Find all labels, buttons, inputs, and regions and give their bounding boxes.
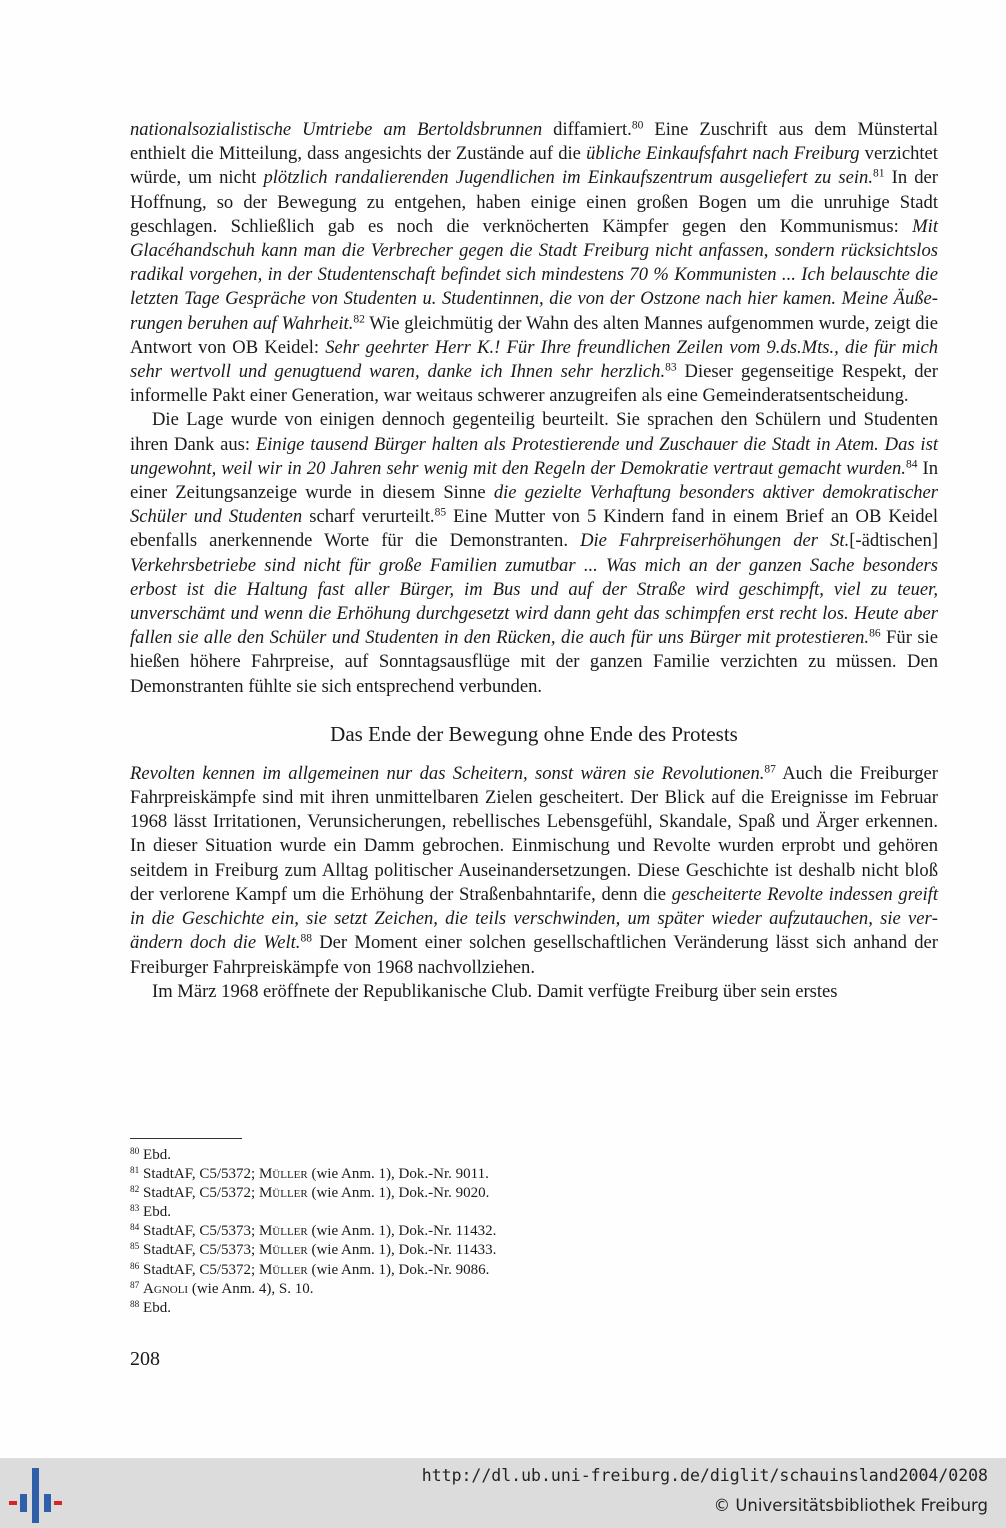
footnote-ref: 84 xyxy=(905,458,918,471)
footnote-number: 83 xyxy=(130,1204,140,1215)
section-heading xyxy=(130,721,938,747)
author-name: Müller xyxy=(258,1261,308,1278)
text-run: Das Ende der Bewegung ohne Ende des Protests xyxy=(330,721,738,746)
text-run: In einer Zeitungsanzeige wurde in diesem Sinne xyxy=(130,457,939,504)
footnote-ref: 83 xyxy=(665,361,677,374)
footnote xyxy=(130,1203,830,1222)
footnote-number: 84 xyxy=(130,1223,140,1234)
italic-quote: nationalsozialistische Umtriebe am Bertoldsbrunnen xyxy=(130,119,543,140)
author-name: Müller xyxy=(258,1185,308,1202)
italic-quote: übliche Einkaufsfahrt nach Freiburg xyxy=(586,143,860,165)
italic-quote: gescheiterte Revolte indessen greift in die Geschichte ein, sie setzt Zeichen, die teils verschwinden, um später wieder aufzutauchen, sie verändern doch die Welt. xyxy=(130,883,938,954)
text-run: Ebd. xyxy=(143,1299,171,1316)
footnote xyxy=(130,1299,830,1318)
footnote-number: 88 xyxy=(130,1299,140,1310)
paragraph xyxy=(130,118,938,408)
text-run: Auch die Freiburger Fahrpreiskämpfe sind mit ihren unmittelbaren Zielen gescheitert. Der Blick auf die Ereignisse im Februar 1968 lässt Irritationen, Verunsicherungen, rebellisches Lebensgefühl, Skandale, Spaß und Ärger erkennen. In dieser Situation wurde ein Damm gebrochen. Einmischung und Revolte wurden erprobt und gehören seitdem in Freiburg zum Alltag politischer Auseinandersetzungen. Diese Geschichte ist deshalb nicht bloß der verlorene Kampf um die Erhöhung der Straßenbahntarife, denn die xyxy=(130,762,938,905)
footnote xyxy=(130,1280,830,1299)
footnote-number: 87 xyxy=(130,1280,140,1291)
footnote-rule xyxy=(130,1138,242,1139)
text-run: (wie Anm. 1), Dok.-Nr. 9086. xyxy=(307,1261,490,1278)
text-run: (wie Anm. 4), S. 10. xyxy=(188,1280,314,1297)
footnote-ref: 88 xyxy=(300,932,312,945)
author-name: Agnoli xyxy=(143,1280,189,1297)
footer-bar xyxy=(0,1458,1006,1528)
text-run: Im März 1968 eröffnete der Republikanische Club. Damit verfügte Freiburg über sein erstes xyxy=(152,980,838,1002)
text-run: (wie Anm. 1), Dok.-Nr. 9020. xyxy=(307,1185,490,1202)
footnote-number: 82 xyxy=(130,1185,140,1196)
text-run: In der Hoffnung, so der Bewegung zu entgehen, haben einige einen großen Bogen um die unruhige Stadt geschlagen. Schließlich gab es noch die verknöcherten Kämpfer gegen den Kommunismus: xyxy=(130,167,938,237)
text-run: [-ädtischen] xyxy=(849,530,939,552)
footnote-ref: 80 xyxy=(631,119,644,132)
text-run: Ebd. xyxy=(143,1204,171,1221)
footnote-number: 80 xyxy=(130,1146,140,1157)
footnote-number: 86 xyxy=(130,1261,140,1272)
footnotes xyxy=(130,1146,830,1318)
author-name: Müller xyxy=(258,1166,308,1183)
document-url-link[interactable]: http://dl.ub.uni-freiburg.de/diglit/schauinsland2004/0208 xyxy=(421,1466,988,1485)
text-run: StadtAF, C5/5372; xyxy=(143,1261,259,1278)
footnote-ref: 85 xyxy=(434,506,447,519)
footnote-ref: 86 xyxy=(869,627,881,640)
italic-quote: Mit Glacéhandschuh kann man die Verbrecher gegen die Stadt Freiburg nicht anfassen, sondern rücksichtslos radikal vorgehen, in der Studentenschaft befindet sich mindestens 70 % Kommunisten ... Ich belauschte die letzten Tage Gespräche von Studenten u. Studentinnen, die von der Ostzone nach hier kamen. Meine Äußerungen beruhen auf Wahrheit. xyxy=(130,215,938,334)
footnote-ref: 81 xyxy=(872,168,885,181)
page-number: 208 xyxy=(130,1348,160,1370)
ub-freiburg-logo-icon xyxy=(6,1468,66,1523)
text-run: Die Lage wurde von einigen dennoch gegenteilig beurteilt. Sie sprachen den Schülern und Studenten ihren Dank aus: xyxy=(130,409,938,455)
footnote-ref: 82 xyxy=(353,313,365,326)
italic-quote: die gezielte Verhaftung besonders aktiver demokratischer Schüler und Studenten xyxy=(130,482,939,528)
footnote-number: 81 xyxy=(130,1165,140,1176)
footnote xyxy=(130,1184,830,1203)
text-run: StadtAF, C5/5373; xyxy=(143,1223,259,1240)
text-run: StadtAF, C5/5373; xyxy=(143,1242,259,1259)
paragraph xyxy=(130,408,938,698)
footnote xyxy=(130,1146,830,1165)
text-run: Der Moment einer solchen gesellschaftlichen Veränderung lässt sich anhand der Freiburger Fahrpreiskämpfe von 1968 nachvollziehen. xyxy=(130,932,939,978)
text-run: StadtAF, C5/5372; xyxy=(143,1166,259,1183)
text-run: verzichtet würde, um nicht xyxy=(130,143,938,189)
paragraph xyxy=(130,980,938,1004)
body-text xyxy=(130,118,938,1004)
italic-quote: Einige tausend Bürger halten als Protestierende und Zuschauer die Stadt in Atem. Das ist ungewohnt, weil wir in 20 Jahren sehr wenig mit den Regeln der Demokratie vertraut gemacht wurden. xyxy=(130,433,938,479)
italic-quote: Verkehrsbetriebe sind nicht für große Familien zumutbar ... Was mich an der ganzen Sache besonders erbost ist die Haltung fast aller Bürger, im Bus und auf der Straße wird geschimpft, viel zu teuer, unverschämt und wenn die Erhöhung durchgesetzt wird dann geht das schimpfen erst recht los. Heute aber fallen sie alle den Schüler und Studenten in den Rücken, die auch für uns Bürger mit protestieren. xyxy=(130,554,938,649)
footnote-ref: 87 xyxy=(764,763,776,776)
text-run: Ebd. xyxy=(143,1147,171,1163)
text-run: (wie Anm. 1), Dok.-Nr. 11432. xyxy=(307,1223,497,1240)
text-run: scharf verurteilt. xyxy=(302,506,435,528)
text-run: StadtAF, C5/5372; xyxy=(143,1185,259,1202)
paragraph xyxy=(130,762,938,980)
italic-quote: plötzlich randalierenden Jugendlichen im Einkaufszentrum ausgeliefert zu sein. xyxy=(263,167,873,189)
footnote-number: 85 xyxy=(130,1242,140,1253)
author-name: Müller xyxy=(258,1223,308,1240)
footnote xyxy=(130,1165,830,1184)
text-run: (wie Anm. 1), Dok.-Nr. 9011. xyxy=(307,1166,489,1183)
italic-quote: Die Fahrpreiserhöhungen der St. xyxy=(580,530,850,552)
footnote xyxy=(130,1222,830,1241)
text-run: Wie gleichmütig der Wahn des alten Mannes aufgenommen wurde, zeigt die Antwort von OB Keidel: xyxy=(130,312,938,358)
footnote xyxy=(130,1241,830,1260)
text-run: Für sie hießen höhere Fahrpreise, auf Sonntagsausflüge mit der ganzen Familie verzichten zu müssen. Den Demonstranten fühlte sie sich entsprechend verbunden. xyxy=(130,627,939,697)
copyright-notice: © Universitätsbibliothek Freiburg xyxy=(713,1496,988,1515)
footnote xyxy=(130,1261,830,1280)
text-run: diffamiert. xyxy=(542,119,632,140)
italic-quote: Sehr geehrter Herr K.! Für Ihre freundlichen Zeilen vom 9.ds.Mts., die für mich sehr wertvoll und genugtuend waren, danke ich Ihnen sehr herzlich. xyxy=(130,336,938,383)
italic-quote: Revolten kennen im allgemeinen nur das Scheitern, sonst wären sie Revolutionen. xyxy=(130,762,765,784)
author-name: Müller xyxy=(258,1242,308,1259)
text-run: Eine Mutter von 5 Kindern fand in einem Brief an OB Keidel ebenfalls anerkennende Worte für die Demonstranten. xyxy=(130,506,938,552)
text-run: Dieser gegenseitige Respekt, der informelle Pakt einer Generation, war weitaus schwerer anzugreifen als eine Gemeinderatsentscheidung. xyxy=(130,361,938,407)
text-run: (wie Anm. 1), Dok.-Nr. 11433. xyxy=(307,1242,497,1259)
text-run: Eine Zuschrift aus dem Münstertal enthielt die Mitteilung, dass angesichts der Zustände auf die xyxy=(130,119,938,165)
